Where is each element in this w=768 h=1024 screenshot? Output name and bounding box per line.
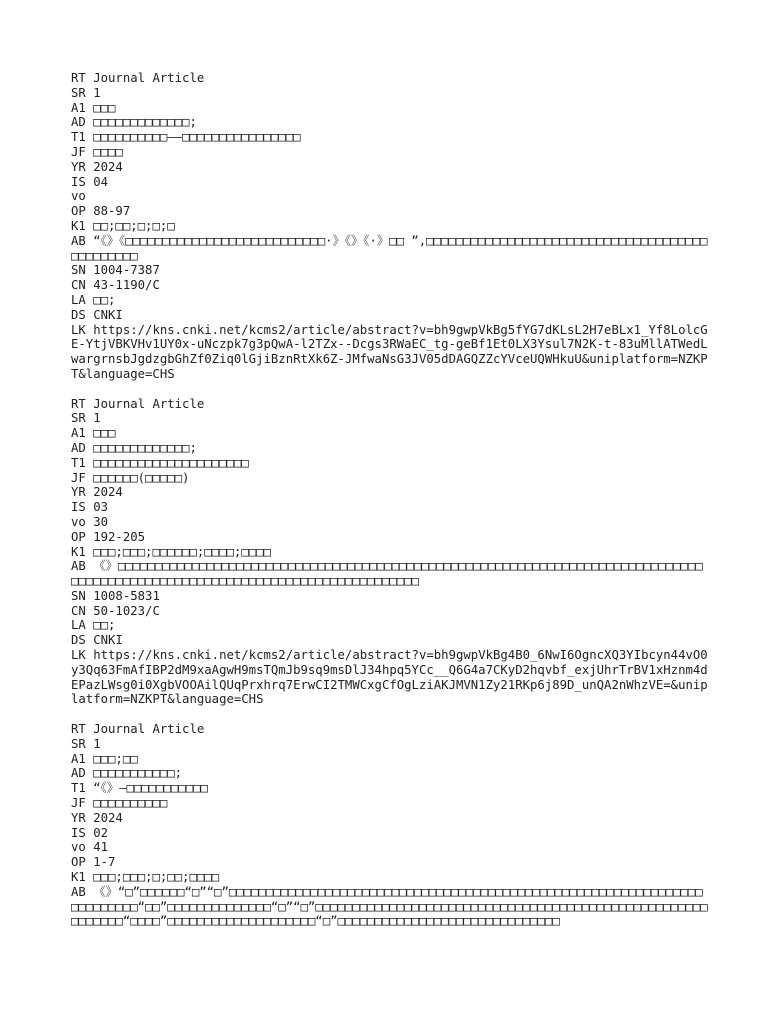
field-value: □□; bbox=[93, 618, 116, 633]
field-line-lk bbox=[71, 323, 708, 382]
field-tag: T1 bbox=[71, 781, 86, 796]
field-tag: SN bbox=[71, 263, 86, 278]
field-tag: vo bbox=[71, 840, 86, 855]
field-value: 2024 bbox=[93, 810, 123, 825]
field-tag: AD bbox=[71, 115, 86, 130]
field-line-t1 bbox=[71, 456, 708, 471]
field-value: □□□;□□□;□□□□□□;□□□□;□□□□ bbox=[93, 544, 271, 559]
field-value: Journal Article bbox=[93, 71, 205, 85]
field-line-is bbox=[71, 500, 708, 515]
field-line-vo bbox=[71, 189, 708, 204]
field-line-yr bbox=[71, 160, 708, 175]
field-tag: IS bbox=[71, 825, 86, 840]
field-value: □□□□□□□□□□□□□; bbox=[93, 440, 197, 455]
field-tag: JF bbox=[71, 144, 86, 159]
field-value: □□□□□□□□□□□□□; bbox=[93, 115, 197, 130]
field-line-vo bbox=[71, 840, 708, 855]
field-tag: RT bbox=[71, 71, 86, 85]
field-line-a1 bbox=[71, 101, 708, 116]
field-value: “《》《□□□□□□□□□□□□□□□□□□□□□□□□□□□·》《》《·》□□ ”,□□□□□□□□□□□□□□□□□□□□□□□□□□□□□□□□□□□□□□□□□□□□□□□ bbox=[71, 233, 708, 263]
reference-record bbox=[71, 722, 708, 929]
field-line-rt bbox=[71, 722, 708, 737]
field-value: Journal Article bbox=[93, 722, 205, 737]
field-value: 50-1023/C bbox=[93, 603, 160, 618]
field-tag: LK bbox=[71, 648, 86, 663]
field-line-k1 bbox=[71, 219, 708, 234]
field-line-a1 bbox=[71, 752, 708, 767]
field-value: 88-97 bbox=[93, 204, 131, 219]
field-line-ab bbox=[71, 885, 708, 929]
field-tag: OP bbox=[71, 204, 86, 219]
field-value: □□□;□□□;□;□□;□□□□ bbox=[93, 870, 220, 885]
field-value: □□□□□□□□□□□; bbox=[93, 766, 183, 781]
field-tag: OP bbox=[71, 529, 86, 544]
field-line-is bbox=[71, 826, 708, 841]
field-line-t1 bbox=[71, 130, 708, 145]
field-line-k1 bbox=[71, 545, 708, 560]
field-value: □□□□□□□□□□ bbox=[93, 796, 168, 811]
field-line-is bbox=[71, 175, 708, 190]
field-tag: LK bbox=[71, 322, 86, 337]
field-value: 《》□□□□□□□□□□□□□□□□□□□□□□□□□□□□□□□□□□□□□□□□□□□□□□□□□□□□□□□□□□□□□□□□□□□□□□□□□□□□□□□□□□□□□□□□□□□□□□□□□□□□□□□□□□□□□□□□□□□□□□□□□□□□□□ bbox=[71, 559, 703, 589]
field-tag: A1 bbox=[71, 751, 86, 766]
field-line-ad bbox=[71, 441, 708, 456]
field-line-lk bbox=[71, 648, 708, 707]
field-line-sn bbox=[71, 263, 708, 278]
field-tag: CN bbox=[71, 603, 86, 618]
field-tag: DS bbox=[71, 307, 86, 322]
record-list bbox=[71, 71, 708, 929]
field-line-sr bbox=[71, 411, 708, 426]
field-line-rt bbox=[71, 71, 708, 86]
field-line-la bbox=[71, 618, 708, 633]
field-line-la bbox=[71, 293, 708, 308]
field-value: 03 bbox=[93, 500, 109, 515]
field-value: □□□□□□□□□□——□□□□□□□□□□□□□□□□ bbox=[93, 130, 301, 145]
field-tag: IS bbox=[71, 500, 86, 515]
field-value: 1004-7387 bbox=[93, 263, 160, 278]
field-value: 41 bbox=[93, 840, 109, 855]
field-link-value[interactable]: https://kns.cnki.net/kcms2/article/abstract?v=bh9gwpVkBg4B0_6NwI6OgncXQ3YIbcyn44vO0y3Qq63FmAfIBP2dM9xaAgwH9msTQmJb9sq9msDlJ34hpq5YCc__Q6G4a7CKyD2hqvbf_exjUhrTrBV1xHznm4dEPazLWsg0i0XgbVOOAilQUqPrxhrq7ErwCI2TMWCxgCfOgLziAKJMVN1Zy21RKp6j89D_unQA2nWhzVE=&uniplatform=NZKPT&language=CHS bbox=[71, 648, 708, 707]
field-tag: LA bbox=[71, 292, 86, 307]
field-value: Journal Article bbox=[93, 396, 205, 411]
field-tag: CN bbox=[71, 278, 86, 293]
field-line-rt bbox=[71, 397, 708, 412]
field-line-k1 bbox=[71, 870, 708, 885]
field-tag: YR bbox=[71, 485, 86, 500]
field-value: 1 bbox=[93, 411, 101, 426]
field-value: 2024 bbox=[93, 159, 123, 174]
field-tag: AB bbox=[71, 884, 86, 899]
field-value: □□;□□;□;□;□ bbox=[93, 218, 175, 233]
field-line-jf bbox=[71, 796, 708, 811]
field-value: 04 bbox=[93, 174, 109, 189]
reference-record bbox=[71, 71, 708, 382]
field-value: 2024 bbox=[93, 485, 123, 500]
field-value: □□□;□□ bbox=[93, 751, 138, 766]
field-tag: A1 bbox=[71, 426, 86, 441]
field-tag: SR bbox=[71, 411, 86, 426]
field-line-sr bbox=[71, 737, 708, 752]
field-line-op bbox=[71, 530, 708, 545]
field-value: □□□□ bbox=[93, 144, 123, 159]
field-value: □□; bbox=[93, 292, 116, 307]
field-line-jf bbox=[71, 145, 708, 160]
field-line-yr bbox=[71, 811, 708, 826]
field-value: 1008-5831 bbox=[93, 588, 160, 603]
field-value: “《》—□□□□□□□□□□□ bbox=[93, 781, 208, 796]
field-value: □□□ bbox=[93, 426, 116, 441]
field-tag: YR bbox=[71, 159, 86, 174]
field-value: □□□□□□(□□□□□) bbox=[93, 470, 190, 485]
field-line-ds bbox=[71, 308, 708, 323]
field-line-sn bbox=[71, 589, 708, 604]
field-tag: vo bbox=[71, 514, 86, 529]
field-value: □□□ bbox=[93, 100, 116, 115]
field-tag: RT bbox=[71, 722, 86, 737]
field-tag: K1 bbox=[71, 218, 86, 233]
field-line-ab bbox=[71, 559, 708, 589]
field-tag: OP bbox=[71, 855, 86, 870]
field-line-ab bbox=[71, 234, 708, 264]
field-value: 1 bbox=[93, 736, 101, 751]
field-line-t1 bbox=[71, 781, 708, 796]
field-tag: SR bbox=[71, 736, 86, 751]
field-value: 1 bbox=[93, 85, 101, 100]
field-value: 192-205 bbox=[93, 529, 146, 544]
field-value: 1-7 bbox=[93, 855, 116, 870]
field-line-sr bbox=[71, 86, 708, 101]
field-value: □□□□□□□□□□□□□□□□□□□□□ bbox=[93, 455, 249, 470]
field-tag: AD bbox=[71, 766, 86, 781]
field-tag: JF bbox=[71, 796, 86, 811]
field-tag: SR bbox=[71, 85, 86, 100]
reference-record bbox=[71, 397, 708, 708]
field-tag: IS bbox=[71, 174, 86, 189]
field-tag: AB bbox=[71, 559, 86, 574]
field-line-op bbox=[71, 204, 708, 219]
field-value: 02 bbox=[93, 825, 109, 840]
field-tag: YR bbox=[71, 810, 86, 825]
field-line-op bbox=[71, 855, 708, 870]
field-line-a1 bbox=[71, 426, 708, 441]
field-tag: SN bbox=[71, 588, 86, 603]
field-line-vo bbox=[71, 515, 708, 530]
field-value: 《》“□”□□□□□□“□”“□”□□□□□□□□□□□□□□□□□□□□□□□□□□□□□□□□□□□□□□□□□□□□□□□□□□□□□□□□□□□□□□□□□□□□□□□□□“□□”□□□□□□□□□□□□□□“□”“□”□□□□□□□□□□□□□□□□□□□□□□□□□□□□□□□□□□□□□□□□□□□□□□□□□□□□□□□□□□□□“□□□□”□□□□□□□□□□□□□□□□□□□□“□”□□□□□□□□□□□□□□□□□□□□□□□□□□□□□□ bbox=[71, 884, 708, 929]
field-link-value[interactable]: https://kns.cnki.net/kcms2/article/abstract?v=bh9gwpVkBg5fYG7dKLsL2H7eBLx1_Yf8LolcGE-YtjVBKVHv1UY0x-uNczpk7g3pQwA-l2TZx--Dcgs3RWaEC_tg-geBf1Et0LX3Ysul7N2K-t-83uMllATWedLwargrnsbJgdzgbGhZf0Ziq0lGjiBznRtXk6Z-JMfwaNsG3JV05dDAGQZZcYVceUQWHkuU&uniplatform=NZKPT&language=CHS bbox=[71, 322, 708, 381]
field-line-cn bbox=[71, 278, 708, 293]
field-value: 30 bbox=[93, 514, 109, 529]
field-line-ad bbox=[71, 766, 708, 781]
field-tag: AB bbox=[71, 233, 86, 248]
field-tag: vo bbox=[71, 189, 86, 204]
field-tag: LA bbox=[71, 618, 86, 633]
field-tag: RT bbox=[71, 396, 86, 411]
field-value: CNKI bbox=[93, 633, 123, 648]
field-line-yr bbox=[71, 485, 708, 500]
field-tag: T1 bbox=[71, 130, 86, 145]
field-tag: K1 bbox=[71, 870, 86, 885]
field-tag: JF bbox=[71, 470, 86, 485]
field-value: CNKI bbox=[93, 307, 123, 322]
field-line-ds bbox=[71, 633, 708, 648]
field-tag: T1 bbox=[71, 455, 86, 470]
field-tag: DS bbox=[71, 633, 86, 648]
field-tag: AD bbox=[71, 440, 86, 455]
field-line-jf bbox=[71, 471, 708, 486]
field-value: 43-1190/C bbox=[93, 278, 160, 293]
field-line-cn bbox=[71, 604, 708, 619]
field-line-ad bbox=[71, 115, 708, 130]
field-tag: A1 bbox=[71, 100, 86, 115]
field-tag: K1 bbox=[71, 544, 86, 559]
